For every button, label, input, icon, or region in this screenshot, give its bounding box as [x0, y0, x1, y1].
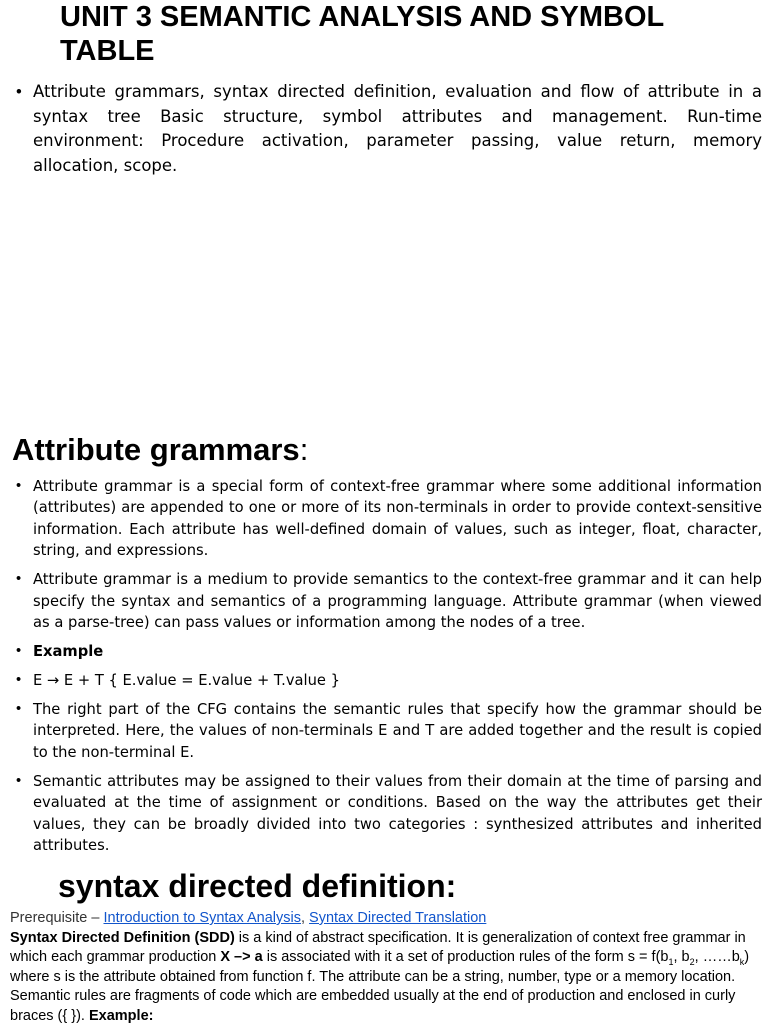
bullet-text: Semantic attributes may be assigned to their values from their domain at the time of parsing and evaluated at the time of assignment or conditions. Based on the way the attributes get their values, they can be broadly divided into two categories : synthesized attributes and inherited attributes. — [33, 772, 762, 855]
bullet-icon: • — [16, 701, 22, 718]
bullet-icon: • — [16, 772, 22, 789]
bullet-text: E → E + T { E.value = E.value + T.value } — [33, 672, 340, 690]
slide3-title: syntax directed definition: — [58, 868, 457, 904]
bullet-text: Attribute grammars, syntax directed definition, evaluation and flow of attribute in a syntax tree Basic structure, symbol attributes and management. Run-time environment: Procedure activation, parameter passing, value return, memory allocation, scope. — [33, 82, 762, 175]
slide1-title: UNIT 3 SEMANTIC ANALYSIS AND SYMBOL TABLE — [60, 1, 664, 67]
example-label: Example: — [88, 1007, 154, 1024]
bullet-text: Attribute grammar is a special form of context-free grammar where some additional information (attributes) are appended to one or more of its non-terminals in order to provide context-sensitive information. Each attribute has well-defined domain of values, such as integer, float, character, string, and expressions. — [33, 478, 762, 560]
sdd-term: Syntax Directed Definition (SDD) — [10, 929, 235, 946]
list-item-example-rule — [12, 670, 762, 691]
link-separator: , — [300, 910, 310, 926]
subscript: 2 — [689, 957, 695, 968]
list-item — [12, 771, 762, 857]
sdd-body — [10, 909, 760, 1027]
slide2-title — [12, 431, 308, 469]
slide2-title-colon: : — [299, 432, 309, 467]
sdd-text: is associated with it a set of production rules of the form s = f(b — [262, 949, 669, 966]
link-intro-syntax-analysis[interactable]: Introduction to Syntax Analysis — [103, 910, 301, 926]
bullet-icon: • — [16, 83, 22, 101]
bullet-icon: • — [16, 571, 22, 588]
bullet-icon: • — [16, 672, 22, 689]
sdd-text: , b — [673, 949, 690, 966]
slide1-bullet-list — [12, 80, 762, 178]
bullet-text: Example — [33, 643, 104, 661]
subscript: 1 — [668, 957, 674, 968]
bullet-text: Attribute grammar is a medium to provide semantics to the context-free grammar and it can help specify the syntax and semantics of a programming language. Attribute grammar (when viewed as a parse-tree) can pass values or information among the nodes of a tree. — [33, 571, 762, 632]
production-rule: X –> a — [220, 949, 263, 966]
list-item — [12, 569, 762, 633]
list-item — [12, 80, 762, 178]
sdd-text: is a kind of abstract specification. It is generalization of context free grammar in which each grammar production — [10, 929, 746, 966]
bullet-icon: • — [16, 643, 22, 660]
sdd-text: ) where s is the attribute obtained from function f. The attribute can be a string, number, type or a memory location. Semantic rules are fragments of code which are embedded usually at the end of production and enclosed in curly braces ({ }). — [10, 949, 750, 1024]
list-item-example-heading — [12, 641, 762, 662]
sdd-text: , ……b — [694, 949, 740, 966]
list-item — [12, 699, 762, 763]
link-syntax-directed-translation[interactable]: Syntax Directed Translation — [309, 910, 487, 926]
slide2-title-text: Attribute grammars — [12, 432, 300, 467]
slide2-bullet-list — [12, 476, 762, 864]
subscript: k — [739, 957, 745, 968]
prerequisite-line — [10, 909, 760, 929]
sdd-paragraph — [10, 929, 760, 1027]
list-item — [12, 476, 762, 562]
prerequisite-label: Prerequisite – — [10, 910, 104, 926]
bullet-icon: • — [16, 478, 22, 494]
bullet-text: The right part of the CFG contains the semantic rules that specify how the grammar should be interpreted. Here, the values of non-terminals E and T are added together and the result is copied to the non-terminal E. — [33, 701, 762, 761]
